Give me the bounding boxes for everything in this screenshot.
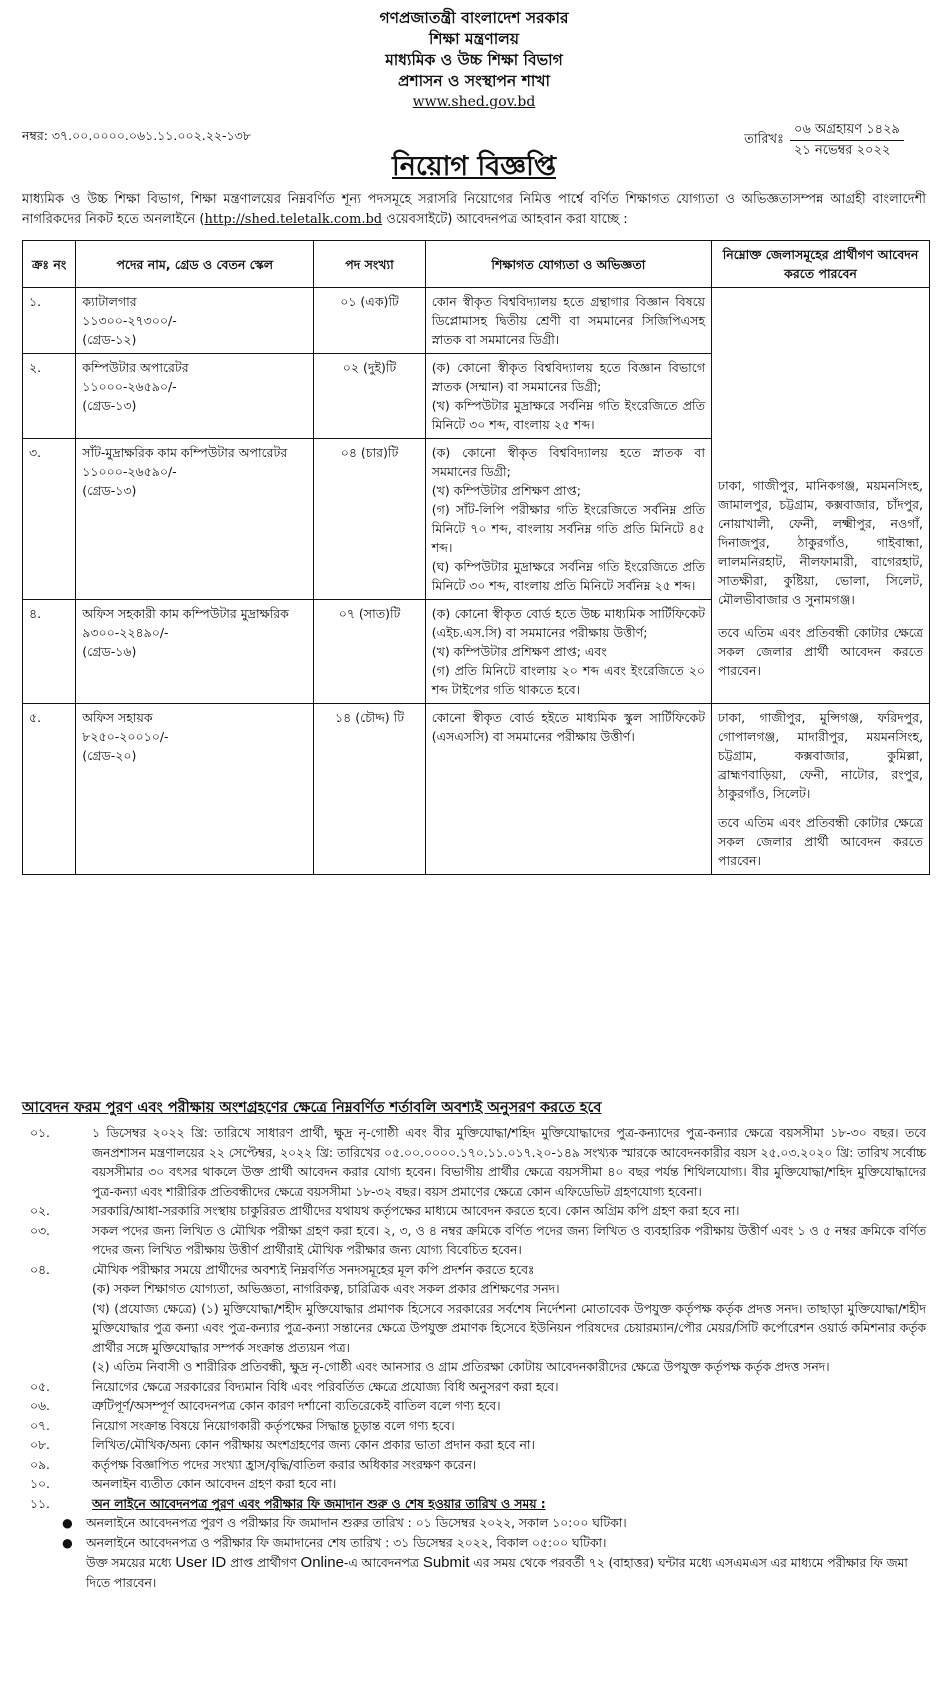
text-part: -এ আবেদনপত্র <box>343 1556 423 1570</box>
qualification <box>425 354 711 439</box>
text-part: প্রাপ্ত প্রার্থীগণ <box>226 1556 301 1570</box>
item-text: কর্তৃপক্ষ বিজ্ঞাপিত পদের সংখ্যা হ্রাস/বৃদ্ধি/বাতিল করার অধিকার সংরক্ষণ করেন। <box>92 1457 477 1472</box>
date-bangla: ০৬ অগ্রহায়ণ ১৪২৯ <box>790 120 904 141</box>
item-text: নিয়োগের ক্ষেত্রে সরকারের বিদ্যমান বিধি এবং পরিবর্তিত ক্ষেত্রে প্রযোজ্য বিধি অনুসরণ করা হবে। <box>92 1379 559 1394</box>
bullet-item <box>22 1534 926 1554</box>
item-number: ০৭. <box>30 1418 50 1433</box>
item-number: ০৮. <box>30 1438 50 1452</box>
post-name: কম্পিউটার অপারেটর <box>82 360 189 375</box>
qual-line: কোনো স্বীকৃত বোর্ড হইতে মাধ্যমিক স্কুল সার্টিফিকেট (এসএসসি) বা সমমানের পরীক্ষায় উত্তীর্ণ। <box>431 710 706 744</box>
list-item <box>22 1261 926 1281</box>
bullet-icon: ● <box>62 1535 73 1550</box>
qual-line: (ক) কোনো স্বীকৃত বিশ্ববিদ্যালয় হতে স্নাতক বা সমমানের ডিগ্রী; <box>431 445 706 479</box>
qual-line: (খ) কম্পিউটার মুদ্রাক্ষরে সর্বনিম্ন গতি ইংরেজিতে প্রতি মিনিটে ৩০ শব্দ, বাংলায় ২৫ শব্দ। <box>431 398 706 432</box>
list-item <box>22 1456 926 1476</box>
date-label: তারিখঃ <box>744 132 784 147</box>
text-part: এর সময় থেকে পরবর্তী ৭২ (বাহাত্তর) ঘন্টার মধ্যে এসএমএস এর মাধ্যমে পরীক্ষার ফি জমা দিতে পারবেন। <box>86 1556 908 1590</box>
grade: (গ্রেড-১৬) <box>82 644 137 659</box>
bullet-item <box>22 1514 926 1534</box>
qualification <box>425 439 711 600</box>
post-name: ক্যাটালগার <box>82 294 137 309</box>
item-number: ১১. <box>30 1496 50 1511</box>
qual-line: (ক) কোনো স্বীকৃত বিশ্ববিদ্যালয় হতে বিজ্ঞান বিভাগে স্নাতক (সম্মান) বা সমমানের ডিগ্রী; <box>431 360 706 394</box>
pay-scale: ৮২৫০-২০০১০/- <box>82 729 169 744</box>
text-part: User ID <box>175 1554 227 1571</box>
qual-line: (খ) কম্পিউটার প্রশিক্ষণ প্রাপ্ত; এবং <box>431 644 607 659</box>
list-item <box>22 1202 926 1222</box>
website-link[interactable]: www.shed.gov.bd <box>412 94 536 110</box>
grade: (গ্রেড-২০) <box>82 748 137 763</box>
sub-item: (খ) (প্রযোজ্য ক্ষেত্রে) (১) মুক্তিযোদ্ধা/শহীদ মুক্তিযোদ্ধার প্রমাণক হিসেবে সরকারের সর্বশেষ নির্দেশনা মোতাবেক উপযুক্ত কর্তৃপক্ষ কর্তৃক প্রদত্ত সনদ। তাছাড়া মুক্তিযোদ্ধা/শহীদ মুক্তিযোদ্ধার পুত্র কন্যা এবং পুত্র-কন্যার পুত্র-কন্যা সন্তানের ক্ষেত্রে উপযুক্ত প্রমাণক হিসেবে ইউনিয়ন পরিষদের চেয়ারম্যান/পৌর মেয়র/সিটি কর্পোরেশন ওয়ার্ড কমিশনার কর্তৃক প্রার্থীর সঙ্গে মুক্তিযোদ্ধার সম্পর্ক সংক্রান্ত প্রত্যয়ন পত্র। <box>92 1301 926 1355</box>
districts-list: ঢাকা, গাজীপুর, মানিকগঞ্জ, ময়মনসিংহ, জামালপুর, চট্টগ্রাম, কক্সবাজার, চাঁদপুর, নোয়াখালী, ফেনী, লক্ষ্মীপুর, নওগাঁ, দিনাজপুর, ঠাকুরগাঁও, গাইবান্ধা, লালমনিরহাট, নীলফামারী, বাগেরহাট, সাতক্ষীরা, কুষ্টিয়া, ভোলা, সিলেট, মৌলভীবাজার ও সুনামগঞ্জ। <box>718 478 923 607</box>
list-item <box>22 1417 926 1437</box>
post-cell <box>76 354 314 439</box>
districts-cell <box>712 288 930 704</box>
item-text: মৌখিক পরীক্ষার সময়ে প্রার্থীদের অবশ্যই নিম্নবর্ণিত সনদসমূহের মূল কপি প্রদর্শন করতে হবেঃ <box>92 1262 535 1277</box>
teletalk-link[interactable]: http://shed.teletalk.com.bd <box>204 212 383 227</box>
intro-text: মাধ্যমিক ও উচ্চ শিক্ষা বিভাগ, শিক্ষা মন্ত্রণালয়ের নিম্নবর্ণিত শূন্য পদসমূহে সরাসরি নিয়োগের নিমিত্ত পার্শ্বে বর্ণিত শিক্ষাগত যোগ্যতা ও অভিজ্ঞতাসম্পন্ন আগ্রহী বাংলাদেশী নাগরিকদের নিকট হতে অনলাইনে ( <box>22 192 926 227</box>
qual-line: (খ) কম্পিউটার প্রশিক্ষণ প্রাপ্ত; <box>431 483 581 498</box>
list-item <box>22 1475 926 1495</box>
notice-title-wrap <box>0 146 948 191</box>
sub-item: (ক) সকল শিক্ষাগত যোগ্যতা, অভিজ্ঞতা, নাগরিকত্ব, চারিত্রিক এবং সকল প্রকার প্রশিক্ষণের সনদ। <box>92 1282 560 1296</box>
text-part: Online <box>300 1554 344 1571</box>
vacancy-table <box>22 240 930 875</box>
post-count: ০১ (এক)টি <box>314 288 425 354</box>
quota-note: তবে এতিম এবং প্রতিবন্ধী কোটার ক্ষেত্রে সকল জেলার প্রার্থী আবেদন করতে পারবেন। <box>718 625 923 678</box>
memo-number: নম্বর: ৩৭.০০.০০০০.০৬১.১১.০০২.২২-১৩৮ <box>22 128 251 143</box>
post-cell <box>76 704 314 875</box>
header-post: পদের নাম, গ্রেড ও বেতন স্কেল <box>76 241 314 288</box>
qual-line: (ঘ) কম্পিউটার মুদ্রাক্ষরে সর্বনিম্ন গতি ইংরেজিতে প্রতি মিনিটে ৩০ শব্দ, বাংলায় প্রতি মিনিটে সর্বনিম্ন ২৫ শব্দ। <box>431 559 706 593</box>
qualification <box>425 704 711 875</box>
districts-cell <box>712 704 930 875</box>
item-text: অন লাইনে আবেদনপত্র পুরণ এবং পরীক্ষার ফি জমাদান শুরু ও শেষ হওয়ার তারিখ ও সময় : <box>92 1496 546 1511</box>
list-item <box>22 1397 926 1417</box>
table-header-row <box>23 241 930 288</box>
end-date-text: অনলাইনে আবেদনপত্র ও পরীক্ষার ফি জমাদানের শেষ তারিখ : ৩১ ডিসেম্বর ২০২২, বিকাল ০৫:০০ ঘটিকা। <box>86 1535 607 1550</box>
item-number: ০৪. <box>30 1262 50 1277</box>
notice-title: নিয়োগ বিজ্ঞপ্তি <box>391 151 557 182</box>
post-name: সাঁট-মুদ্রাক্ষরিক কাম কম্পিউটার অপারেটর <box>82 445 288 460</box>
qual-line: (গ) প্রতি মিনিটে বাংলায় ২০ শব্দ এবং ইংরেজিতে ২০ শব্দ টাইপের গতি থাকতে হবে। <box>431 663 706 697</box>
text-part: Submit <box>422 1554 470 1571</box>
intro-paragraph <box>22 190 926 230</box>
quota-note: তবে এতিম এবং প্রতিবন্ধী কোটার ক্ষেত্রে সকল জেলার প্রার্থী আবেদন করতে পারবেন। <box>718 815 923 868</box>
list-item <box>22 1495 926 1515</box>
post-count: ১৪ (চৌদ্দ) টি <box>314 704 425 875</box>
sub-item: (২) এতিম নিবাসী ও শারীরিক প্রতিবন্ধী, ক্ষুদ্র নৃ-গোষ্ঠী এবং আনসার ও গ্রাম প্রতিরক্ষা কোটায় আবেদনকারীদের ক্ষেত্রে উপযুক্ত কর্তৃপক্ষ কর্তৃক প্রদত্ত সনদ। <box>92 1360 830 1374</box>
item-number: ০৫. <box>30 1379 50 1394</box>
date-english: ২১ নভেম্বর ২০২২ <box>793 143 891 158</box>
qualification <box>425 600 711 704</box>
post-cell <box>76 439 314 600</box>
item-number: ০২. <box>30 1204 50 1218</box>
grade: (গ্রেড-১২) <box>82 332 137 347</box>
item-number: ০৬. <box>30 1399 50 1413</box>
text-part: উক্ত সময়ের মধ্যে <box>86 1556 176 1570</box>
districts-list: ঢাকা, গাজীপুর, মুন্সিগঞ্জ, ফরিদপুর, গোপালগঞ্জ, মাদারীপুর, ময়মনসিংহ, চট্টগ্রাম, কক্সবাজার, কুমিল্লা, ব্রাহ্মণবাড়িয়া, ফেনী, নাটোর, রংপুর, ঠাকুরগাঁও, সিলেট। <box>718 710 923 801</box>
list-item <box>22 1378 926 1398</box>
post-cell <box>76 288 314 354</box>
pay-scale: ৯৩০০-২২৪৯০/- <box>82 625 169 640</box>
sms-fee-text <box>86 1553 926 1593</box>
header-qualification: শিক্ষাগত যোগ্যতা ও অভিজ্ঞতা <box>425 241 711 288</box>
item-number: ১০. <box>30 1477 50 1491</box>
letterhead <box>0 0 948 113</box>
header-serial: ক্রঃ নং <box>23 241 76 288</box>
ministry-name: শিক্ষা মন্ত্রণালয় <box>429 30 519 48</box>
header-districts: নিম্নোক্ত জেলাসমূহের প্রার্থীগণ আবেদন করতে পারবেন <box>712 241 930 288</box>
conditions-heading: আবেদন ফরম পুরণ এবং পরীক্ষায় অংশগ্রহণের ক্ষেত্রে নিম্নবর্ণিত শর্তাবলি অবশ্যই অনুসরণ করতে হবে <box>22 1100 602 1116</box>
item-text: অনলাইন ব্যতীত কোন আবেদন গ্রহণ করা হবে না। <box>92 1477 337 1491</box>
item-number: ০১. <box>30 1126 50 1140</box>
item-number: ০৩. <box>30 1223 50 1238</box>
branch-name: প্রশাসন ও সংস্থাপন শাখা <box>397 72 551 90</box>
item-text: সরকারি/আধা-সরকারি সংস্থায় চাকুরিরত প্রার্থীদের যথাযথ কর্তৃপক্ষের মাধ্যমে আবেদন করতে হবে। কোন অগ্রিম কপি গ্রহণ করা হবে না। <box>92 1204 740 1218</box>
item-text: নিয়োগ সংক্রান্ত বিষয়ে নিয়োগকারী কর্তৃপক্ষের সিদ্ধান্ত চূড়ান্ত বলে গণ্য হবে। <box>92 1418 455 1433</box>
serial: ৩. <box>23 439 76 600</box>
post-count: ০৪ (চার)টি <box>314 439 425 600</box>
post-count: ০২ (দুই)টি <box>314 354 425 439</box>
qualification <box>425 288 711 354</box>
start-date-text: অনলাইনে আবেদনপত্র পুরণ ও পরীক্ষার ফি জমাদান শুরুর তারিখ : ০১ ডিসেম্বর ২০২২, সকাল ১০:০০ ঘটিকা। <box>86 1516 627 1530</box>
item-text: সকল পদের জন্য লিখিত ও মৌখিক পরীক্ষা গ্রহণ করা হবে। ২, ৩, ও ৪ নম্বর ক্রমিকে বর্ণিত পদের জন্য লিখিত ও ব্যবহারিক পরীক্ষায় উত্তীর্ণ এবং ১ ও ৫ নম্বর ক্রমিকে বর্ণিত পদের জন্য লিখিত পরীক্ষায় উত্তীর্ণ প্রার্থীরাই মৌখিক পরীক্ষার জন্য যোগ্য বিবেচিত হবেন। <box>92 1223 926 1257</box>
table-row <box>23 704 930 875</box>
grade: (গ্রেড-১৩) <box>82 483 137 498</box>
bullet-item <box>22 1553 926 1593</box>
qual-line: (গ) সাঁট-লিপি পরীক্ষার গতি ইংরেজিতে সর্বনিম্ন প্রতি মিনিটে ৭০ শব্দ, বাংলায় সর্বনিম্ন গতি প্রতি মিনিটে ৪৫ শব্দ। <box>431 502 706 555</box>
post-name: অফিস সহকারী কাম কম্পিউটার মুদ্রাক্ষরিক <box>82 606 289 621</box>
serial: ৪. <box>23 600 76 704</box>
post-cell <box>76 600 314 704</box>
header-count: পদ সংখ্যা <box>314 241 425 288</box>
conditions-list <box>22 1124 926 1593</box>
item-number: ০৯. <box>30 1457 50 1472</box>
serial: ৫. <box>23 704 76 875</box>
item-text: ত্রুটিপূর্ণ/অসম্পূর্ণ আবেদনপত্র কোন কারণ দর্শানো ব্যতিরেকেই বাতিল বলে গণ্য হবে। <box>92 1399 501 1413</box>
bullet-spacer <box>62 1553 86 1593</box>
post-name: অফিস সহায়ক <box>82 710 153 725</box>
list-item <box>22 1222 926 1261</box>
intro-text-end: ওয়েবসাইটে) আবেদনপত্র আহবান করা যাচ্ছে : <box>382 212 628 227</box>
qual-line: কোন স্বীকৃত বিশ্ববিদ্যালয় হতে গ্রন্থাগার বিজ্ঞান বিষয়ে ডিপ্লোমাসহ দ্বিতীয় শ্রেণী বা সমমানের সিজিপিএসহ স্নাতক বা সমমানের ডিগ্রী। <box>431 294 706 347</box>
table-row <box>23 288 930 354</box>
list-item <box>22 1436 926 1456</box>
govt-name: গণপ্রজাতন্ত্রী বাংলাদেশ সরকার <box>379 9 569 27</box>
bullet-icon: ● <box>62 1516 73 1530</box>
serial: ১. <box>23 288 76 354</box>
item-text: ১ ডিসেম্বর ২০২২ খ্রি: তারিখে সাধারণ প্রার্থী, ক্ষুদ্র নৃ-গোষ্ঠী এবং বীর মুক্তিযোদ্ধা/শহিদ মুক্তিযোদ্ধাদের পুত্র-কন্যাদের পুত্র-কন্যার ক্ষেত্রে বয়সসীমা ১৮-৩০ বছর। তবে জনপ্রশাসন মন্ত্রণালয়ের ২২ সেপ্টেম্বর, ২০২২ খ্রি: তারিখের ০৫.০০.০০০০.১৭০.১১.০১৭.২০-১৪৯ সংখ্যক স্মারকে আবেদনকারীর বয়স ২৫.০৩.২০২০ খ্রি: তারিখ সর্বোচ্চ বয়সসীমার ৩০ বৎসর থাকলে উক্ত প্রার্থী আবেদন করার যোগ্য হবেন। বিভাগীয় প্রার্থীর ক্ষেত্রে বয়সসীমা ৪০ বছর পর্যন্ত শিথিলযোগ্য। বীর মুক্তিযোদ্ধা/শহিদ মুক্তিযোদ্ধাদের পুত্র-কন্যা এবং শারীরিক প্রতিবন্ধীদের ক্ষেত্রে বয়সসীমা ১৮-৩২ বছর। বয়স প্রমাণের ক্ষেত্রে কোন এফিডেভিট গ্রহণযোগ্য হবেনা। <box>92 1126 926 1199</box>
qual-line: (ক) কোনো স্বীকৃত বোর্ড হতে উচ্চ মাধ্যমিক সার্টিফিকেট (এইচ.এস.সি) বা সমমানের পরীক্ষায় উত্তীর্ণ; <box>431 606 706 640</box>
division-name: মাধ্যমিক ও উচ্চ শিক্ষা বিভাগ <box>385 51 563 69</box>
serial: ২. <box>23 354 76 439</box>
post-count: ০৭ (সাত)টি <box>314 600 425 704</box>
list-item <box>22 1124 926 1202</box>
pay-scale: ১১০০০-২৬৫৯০/- <box>82 464 177 479</box>
pay-scale: ১১৩০০-২৭৩০০/- <box>82 313 177 328</box>
pay-scale: ১১০০০-২৬৫৯০/- <box>82 379 177 394</box>
item-text: লিখিত/মৌখিক/অন্য কোন পরীক্ষায় অংশগ্রহণের জন্য কোন প্রকার ভাতা প্রদান করা হবে না। <box>92 1438 535 1452</box>
grade: (গ্রেড-১৩) <box>82 398 137 413</box>
